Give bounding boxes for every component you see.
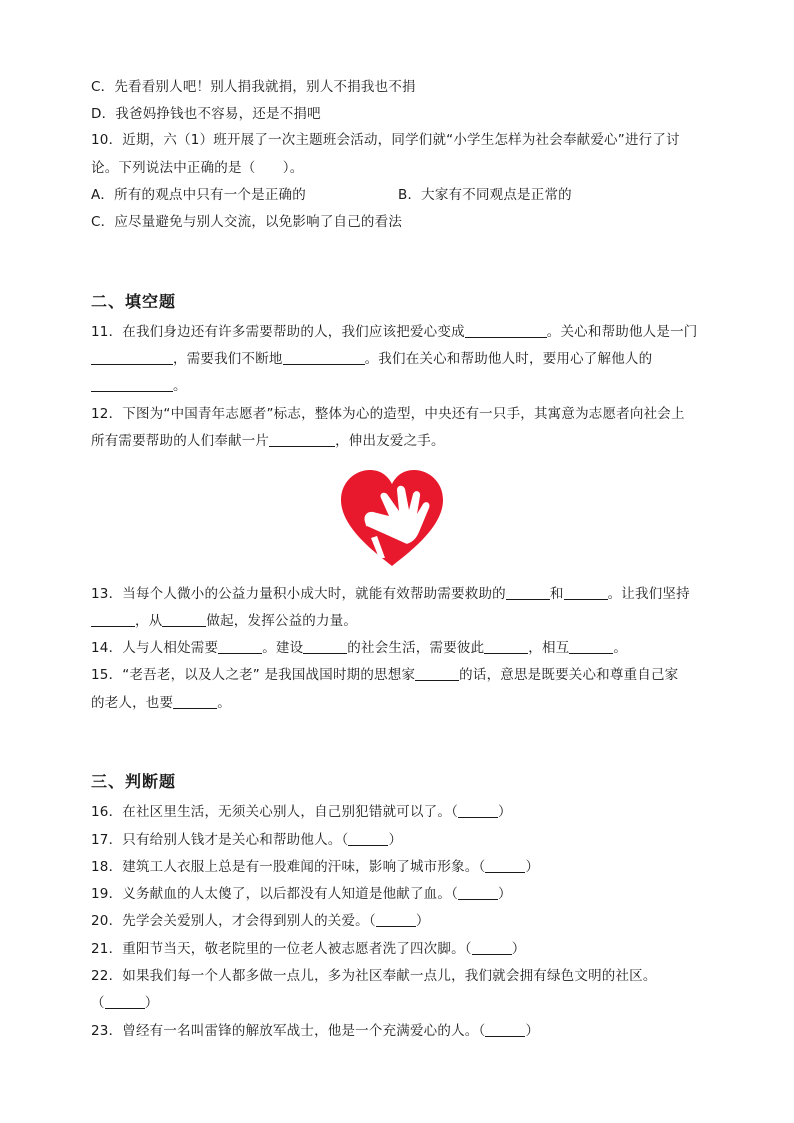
- q12-blank-1[interactable]: [269, 432, 335, 447]
- q13-text-1: 13．当每个人微小的公益力量积小成大时，就能有效帮助需要救助的: [91, 586, 506, 602]
- q11-text-1: 11．在我们身边还有许多需要帮助的人，我们应该把爱心变成: [91, 324, 465, 340]
- q14-text-4: ，相互: [528, 640, 570, 656]
- q10-stem-line2: 论。下列说法中正确的是（ ）。: [91, 160, 304, 176]
- q18-answer-paren[interactable]: （ ）: [478, 859, 540, 875]
- q15-blank-2[interactable]: [173, 694, 217, 709]
- q17-answer-paren[interactable]: （ ）: [341, 832, 403, 848]
- q17-line: [91, 831, 402, 849]
- q14-blank-1[interactable]: [218, 639, 262, 654]
- q9-option-d: D．我爸妈挣钱也不容易，还是不捐吧: [91, 106, 321, 122]
- q13-text-2: 和: [549, 586, 564, 602]
- q14-line: [91, 639, 627, 657]
- q11-line1: [91, 323, 697, 341]
- q19-line: [91, 885, 512, 903]
- q14-text-3: 的社会生活，需要彼此: [347, 640, 485, 656]
- q23-answer-paren[interactable]: （ ）: [478, 1023, 540, 1039]
- q14-blank-2[interactable]: [303, 639, 347, 654]
- q11-text-3: ，需要我们不断地: [173, 351, 283, 367]
- q13-blank-2[interactable]: [564, 585, 608, 600]
- q15-line1: [91, 666, 678, 684]
- q13-blank-1[interactable]: [506, 585, 550, 600]
- q21-line: [91, 940, 525, 958]
- q12-text-2: ，伸出友爱之手。: [335, 433, 445, 449]
- q12-line1: 12．下图为“中国青年志愿者”标志，整体为心的造型，中央还有一只手，其寓意为志愿者向社会上: [91, 406, 685, 422]
- q10-option-a: A．所有的观点中只有一个是正确的: [91, 187, 306, 203]
- q20-line: [91, 912, 430, 930]
- q20-text: 20．先学会关爱别人，才会得到别人的关爱。: [91, 913, 369, 929]
- q13-line2: [91, 612, 357, 630]
- q11-text-2: 。关心和帮助他人是一门: [546, 324, 698, 340]
- q11-blank-1[interactable]: [465, 323, 547, 338]
- q14-text-1: 14．人与人相处需要: [91, 640, 219, 656]
- q15-line2: [91, 694, 231, 712]
- q23-line: [91, 1022, 539, 1040]
- q16-text: 16．在社区里生活，无须关心别人，自己别犯错就可以了。: [91, 804, 452, 820]
- q20-answer-paren[interactable]: （ ）: [368, 913, 430, 929]
- q15-text-1: 15．“老吾老，以及人之老” 是我国战国时期的思想家: [91, 667, 416, 683]
- q18-line: [91, 858, 539, 876]
- section-fill-in-title: 二、填空题: [91, 292, 177, 311]
- q13-blank-3[interactable]: [91, 612, 135, 627]
- q21-text: 21．重阳节当天，敬老院里的一位老人被志愿者洗了四次脚。: [91, 941, 465, 957]
- q21-answer-paren[interactable]: （ ）: [464, 941, 526, 957]
- q11-text-5: 。: [173, 378, 187, 394]
- q17-text: 17．只有给别人钱才是关心和帮助他人。: [91, 832, 342, 848]
- q11-text-4: 。我们在关心和帮助他人时，要用心了解他人的: [364, 351, 653, 367]
- q15-blank-1[interactable]: [415, 666, 459, 681]
- q16-line: [91, 803, 512, 821]
- q12-line2: [91, 432, 445, 450]
- q11-line3: [91, 377, 187, 395]
- q13-blank-4[interactable]: [162, 612, 206, 627]
- q15-text-3: 的老人，也要: [91, 695, 174, 711]
- q13-line1: [91, 585, 690, 603]
- q19-answer-paren[interactable]: （ ）: [451, 886, 512, 902]
- q11-blank-4[interactable]: [91, 377, 173, 392]
- q22-line: 22．如果我们每一个人都多做一点儿，多为社区奉献一点儿，我们就会拥有绿色文明的社区。: [91, 968, 657, 984]
- q18-text: 18．建筑工人衣服上总是有一股难闻的汗味，影响了城市形象。: [91, 859, 479, 875]
- q10-option-b: B．大家有不同观点是正常的: [398, 187, 572, 203]
- q14-blank-4[interactable]: [569, 639, 613, 654]
- q13-text-3: 。让我们坚持: [607, 586, 690, 602]
- q23-text: 23．曾经有一名叫雷锋的解放军战士，他是一个充满爱心的人。: [91, 1023, 479, 1039]
- q14-text-2: 。建设: [262, 640, 304, 656]
- section-true-false-title: 三、判断题: [91, 772, 177, 791]
- q15-text-2: 的话，意思是既要关心和尊重自己家: [459, 667, 679, 683]
- q15-text-4: 。: [217, 695, 231, 711]
- q13-text-4: ，从: [135, 613, 163, 629]
- q13-text-5: 做起，发挥公益的力量。: [206, 613, 358, 629]
- q10-option-c: C．应尽量避免与别人交流，以免影响了自己的看法: [91, 214, 403, 230]
- q9-option-c: C．先看看别人吧！别人捐我就捐，别人不捐我也不捐: [91, 79, 416, 95]
- q19-text: 19．义务献血的人太傻了，以后都没有人知道是他献了血。: [91, 886, 452, 902]
- q11-line2: [91, 350, 652, 368]
- volunteer-heart-hand-logo: [337, 466, 447, 570]
- q22-line2: [91, 994, 158, 1012]
- q11-blank-2[interactable]: [91, 350, 173, 365]
- q22-answer-paren[interactable]: （ ）: [91, 995, 159, 1011]
- q14-text-5: 。: [613, 640, 628, 656]
- q12-text-1: 所有需要帮助的人们奉献一片: [91, 433, 270, 449]
- q10-stem-line1: 10．近期，六（1）班开展了一次主题班会活动，同学们就“小学生怎样为社会奉献爱心”进行了讨: [91, 132, 680, 148]
- q14-blank-3[interactable]: [484, 639, 528, 654]
- q11-blank-3[interactable]: [283, 350, 365, 365]
- q16-answer-paren[interactable]: （ ）: [451, 804, 512, 820]
